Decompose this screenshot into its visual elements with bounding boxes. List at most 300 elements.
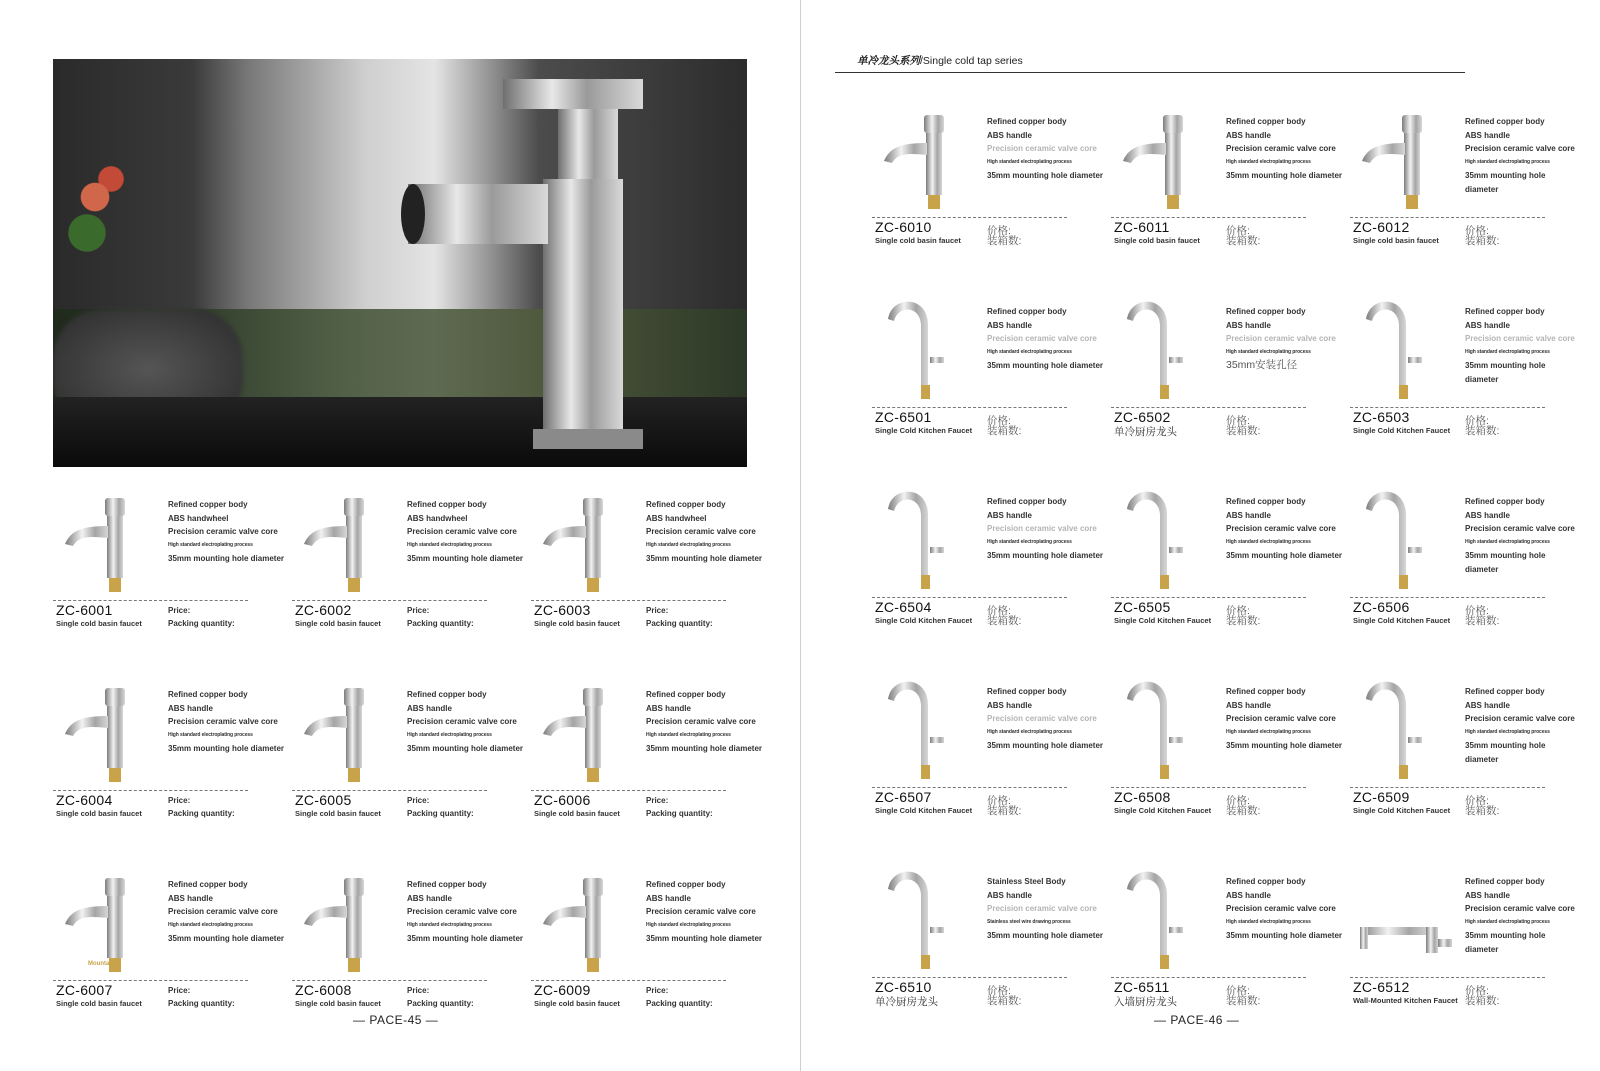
- feature-item: 35mm安装孔径: [1226, 359, 1298, 371]
- feature-item: Precision ceramic valve core: [646, 907, 756, 916]
- feature-item: Precision ceramic valve core: [646, 717, 756, 726]
- divider: [872, 217, 1067, 218]
- feature-item: ABS handle: [168, 703, 213, 713]
- feature-item: Precision ceramic valve core: [168, 907, 278, 916]
- product-name: Single cold basin faucet: [295, 999, 381, 1008]
- feature-item: High standard electroplating process: [1226, 728, 1311, 735]
- product-code: ZC-6009: [534, 982, 591, 998]
- feature-item: ABS handle: [987, 890, 1032, 900]
- packing-label: 装箱数:: [1465, 425, 1500, 437]
- feature-item: ABS handle: [1226, 130, 1271, 140]
- product-code: ZC-6508: [1114, 789, 1171, 805]
- feature-item: 35mm mounting hole diameter: [987, 931, 1104, 940]
- feature-item: Refined copper body: [646, 500, 726, 509]
- product-card-zc-6005: [292, 668, 527, 818]
- feature-item: ABS handwheel: [168, 513, 229, 523]
- feature-item: Refined copper body: [168, 690, 248, 699]
- faucet-icon: [1350, 855, 1460, 973]
- faucet-icon: [53, 478, 163, 596]
- product-card-zc-6504: [872, 475, 1107, 625]
- faucet-icon: [1111, 665, 1221, 783]
- price-label: Price:: [646, 986, 669, 995]
- divider: [53, 790, 248, 791]
- packing-label: 装箱数:: [1465, 805, 1500, 817]
- feature-item: High standard electroplating process: [987, 158, 1072, 165]
- feature-item: 35mm mounting hole diameter: [646, 554, 763, 563]
- feature-item: Precision ceramic valve core: [168, 527, 278, 536]
- feature-item: ABS handle: [1226, 320, 1271, 330]
- packing-label: Packing quantity:: [646, 619, 713, 628]
- faucet-icon: [292, 668, 402, 786]
- divider: [1111, 407, 1306, 408]
- faucet-icon: [353, 69, 653, 467]
- feature-item: ABS handle: [1465, 510, 1510, 520]
- product-code: ZC-6509: [1353, 789, 1410, 805]
- feature-item: ABS handle: [987, 130, 1032, 140]
- feature-list: [1465, 685, 1587, 766]
- product-name: Single cold basin faucet: [534, 619, 620, 628]
- feature-item: ABS handle: [1465, 130, 1510, 140]
- product-card-zc-6503: [1350, 285, 1585, 435]
- divider: [1111, 787, 1306, 788]
- product-code: ZC-6007: [56, 982, 113, 998]
- product-code: ZC-6502: [1114, 409, 1171, 425]
- feature-list: [646, 688, 768, 756]
- feature-item: ABS handle: [646, 703, 691, 713]
- faucet-icon: [1350, 665, 1460, 783]
- faucet-icon: [53, 858, 163, 976]
- feature-item: High standard electroplating process: [168, 731, 253, 738]
- feature-item: ABS handle: [168, 893, 213, 903]
- product-code: ZC-6511: [1114, 979, 1170, 995]
- feature-item: 35mm mounting hole diameter: [407, 744, 524, 753]
- feature-item: 35mm mounting hole diameter: [987, 551, 1104, 560]
- divider: [872, 407, 1067, 408]
- feature-item: Precision ceramic valve core: [1465, 904, 1575, 913]
- faucet-icon: [292, 478, 402, 596]
- feature-item: ABS handle: [1465, 700, 1510, 710]
- product-name: Single Cold Kitchen Faucet: [1114, 616, 1212, 625]
- feature-list: [168, 688, 290, 756]
- product-card-zc-6001: [53, 478, 288, 628]
- faucet-icon: [872, 665, 982, 783]
- feature-item: 35mm mounting hole diameter: [646, 934, 763, 943]
- feature-item: Refined copper body: [1226, 497, 1306, 506]
- product-name: Single Cold Kitchen Faucet: [1353, 806, 1451, 815]
- divider: [292, 980, 487, 981]
- divider: [1350, 977, 1545, 978]
- divider: [1111, 597, 1306, 598]
- product-card-zc-6510: [872, 855, 1107, 1008]
- feature-item: High standard electroplating process: [987, 538, 1072, 545]
- feature-list: [1226, 305, 1348, 373]
- product-name: 单冷厨房龙头: [1114, 426, 1177, 438]
- packing-label: 装箱数:: [987, 805, 1022, 817]
- feature-item: High standard electroplating process: [407, 541, 492, 548]
- feature-item: Refined copper body: [987, 497, 1067, 506]
- product-card-zc-6003: [531, 478, 766, 628]
- feature-item: High standard electroplating process: [1465, 348, 1550, 355]
- feature-list: [1465, 115, 1587, 196]
- product-card-zc-6505: [1111, 475, 1346, 625]
- feature-item: Refined copper body: [1465, 687, 1545, 696]
- feature-item: ABS handwheel: [646, 513, 707, 523]
- packing-label: Packing quantity:: [407, 619, 474, 628]
- feature-item: diameter: [1465, 184, 1499, 194]
- product-name: Wall-Mounted Kitchen Faucet: [1353, 996, 1458, 1005]
- feature-item: Refined copper body: [407, 500, 487, 509]
- feature-item: 35mm mounting hole diameter: [1226, 171, 1343, 180]
- packing-label: Packing quantity:: [168, 619, 235, 628]
- faucet-icon: [531, 858, 641, 976]
- product-card-zc-6501: [872, 285, 1107, 435]
- feature-item: Refined copper body: [1465, 307, 1545, 316]
- feature-item: Precision ceramic valve core: [1465, 524, 1575, 533]
- divider: [1350, 787, 1545, 788]
- feature-item: High standard electroplating process: [646, 921, 731, 928]
- feature-item: Refined copper body: [987, 307, 1067, 316]
- feature-item: Precision ceramic valve core: [1465, 714, 1575, 723]
- faucet-icon: [531, 478, 641, 596]
- feature-list: [407, 498, 529, 566]
- feature-item: Precision ceramic valve core: [987, 144, 1097, 153]
- product-name: 单冷厨房龙头: [875, 996, 938, 1008]
- feature-item: High standard electroplating process: [407, 731, 492, 738]
- price-label: 价格:: [1226, 795, 1250, 807]
- feature-item: 35mm mounting hole diameter: [1226, 931, 1343, 940]
- feature-item: High standard electroplating process: [1465, 538, 1550, 545]
- feature-item: 35mm mounting hole diameter: [987, 741, 1104, 750]
- faucet-icon: [872, 95, 982, 213]
- page-number: — PACE-45 —: [353, 1013, 439, 1027]
- price-label: Price:: [646, 796, 669, 805]
- divider: [292, 790, 487, 791]
- feature-item: Refined copper body: [1465, 497, 1545, 506]
- feature-list: [1226, 685, 1348, 753]
- packing-label: Packing quantity:: [407, 999, 474, 1008]
- product-code: ZC-6006: [534, 792, 591, 808]
- product-code: ZC-6501: [875, 409, 932, 425]
- price-label: Price:: [168, 986, 191, 995]
- product-code: ZC-6003: [534, 602, 591, 618]
- price-label: Price:: [168, 796, 191, 805]
- product-card-zc-6002: [292, 478, 527, 628]
- feature-list: [168, 498, 290, 566]
- feature-list: [407, 878, 529, 946]
- feature-item: Precision ceramic valve core: [987, 904, 1097, 913]
- price-label: Price:: [407, 796, 430, 805]
- faucet-icon: [53, 668, 163, 786]
- product-code: ZC-6004: [56, 792, 113, 808]
- divider: [1111, 217, 1306, 218]
- feature-list: [987, 115, 1109, 183]
- price-label: 价格:: [1226, 415, 1250, 427]
- product-code: ZC-6005: [295, 792, 352, 808]
- feature-item: Refined copper body: [1226, 877, 1306, 886]
- price-label: 价格:: [1465, 605, 1489, 617]
- feature-item: Refined copper body: [407, 880, 487, 889]
- price-label: 价格:: [987, 225, 1011, 237]
- feature-item: Precision ceramic valve core: [1226, 144, 1336, 153]
- feature-item: 35mm mounting hole: [1465, 741, 1546, 750]
- product-name: Single cold basin faucet: [875, 236, 961, 245]
- price-label: 价格:: [1465, 415, 1489, 427]
- feature-list: [987, 495, 1109, 563]
- product-name: Single Cold Kitchen Faucet: [1353, 616, 1451, 625]
- feature-item: ABS handle: [1226, 700, 1271, 710]
- product-card-zc-6011: [1111, 95, 1346, 245]
- feature-item: Refined copper body: [168, 500, 248, 509]
- feature-item: Stainless Steel Body: [987, 877, 1066, 886]
- product-name: Single Cold Kitchen Faucet: [1114, 806, 1212, 815]
- packing-label: 装箱数:: [1226, 995, 1261, 1007]
- faucet-icon: [872, 855, 982, 973]
- feature-item: High standard electroplating process: [1226, 348, 1311, 355]
- product-card-zc-6009: [531, 858, 766, 1008]
- feature-item: High standard electroplating process: [1465, 918, 1550, 925]
- product-name: Single Cold Kitchen Faucet: [875, 806, 973, 815]
- price-label: 价格:: [987, 415, 1011, 427]
- packing-label: 装箱数:: [987, 615, 1022, 627]
- product-code: ZC-6512: [1353, 979, 1410, 995]
- divider: [1350, 217, 1545, 218]
- faucet-icon: [531, 668, 641, 786]
- product-card-zc-6502: [1111, 285, 1346, 438]
- feature-item: diameter: [1465, 374, 1499, 384]
- product-code: ZC-6505: [1114, 599, 1171, 615]
- product-name: 入墙厨房龙头: [1114, 996, 1177, 1008]
- feature-list: [1465, 875, 1587, 956]
- packing-label: 装箱数:: [1465, 235, 1500, 247]
- feature-item: High standard electroplating process: [1226, 158, 1311, 165]
- feature-item: High standard electroplating process: [1465, 728, 1550, 735]
- product-card-zc-6508: [1111, 665, 1346, 815]
- feature-item: diameter: [1465, 564, 1499, 574]
- feature-item: Precision ceramic valve core: [646, 527, 756, 536]
- feature-list: [987, 305, 1109, 373]
- packing-label: Packing quantity:: [646, 809, 713, 818]
- product-name: Single Cold Kitchen Faucet: [1353, 426, 1451, 435]
- feature-item: Refined copper body: [407, 690, 487, 699]
- feature-item: ABS handle: [987, 700, 1032, 710]
- divider: [53, 980, 248, 981]
- faucet-icon: [1111, 285, 1221, 403]
- feature-item: High standard electroplating process: [987, 348, 1072, 355]
- feature-item: Refined copper body: [1465, 117, 1545, 126]
- packing-label: 装箱数:: [987, 425, 1022, 437]
- feature-item: High standard electroplating process: [646, 731, 731, 738]
- feature-item: 35mm mounting hole: [1465, 931, 1546, 940]
- price-label: Price:: [407, 986, 430, 995]
- product-name: Single cold basin faucet: [534, 809, 620, 818]
- feature-item: ABS handle: [987, 510, 1032, 520]
- feature-item: High standard electroplating process: [1226, 538, 1311, 545]
- feature-list: [646, 498, 768, 566]
- product-code: ZC-6012: [1353, 219, 1410, 235]
- price-label: 价格:: [1465, 985, 1489, 997]
- product-card-zc-6004: [53, 668, 288, 818]
- product-name: Single cold basin faucet: [534, 999, 620, 1008]
- feature-item: Precision ceramic valve core: [1226, 334, 1336, 343]
- feature-item: diameter: [1465, 944, 1499, 954]
- feature-item: 35mm mounting hole diameter: [987, 361, 1104, 370]
- divider: [531, 600, 726, 601]
- feature-item: ABS handle: [1226, 510, 1271, 520]
- feature-item: Refined copper body: [987, 117, 1067, 126]
- product-code: ZC-6002: [295, 602, 352, 618]
- section-title: 单冷龙头系列/Single cold tap series: [857, 55, 1023, 67]
- feature-item: Refined copper body: [646, 690, 726, 699]
- product-name: Single cold basin faucet: [295, 619, 381, 628]
- divider: [872, 597, 1067, 598]
- feature-item: Precision ceramic valve core: [1226, 714, 1336, 723]
- feature-item: 35mm mounting hole diameter: [1226, 741, 1343, 750]
- product-card-zc-6509: [1350, 665, 1585, 815]
- packing-label: 装箱数:: [987, 235, 1022, 247]
- divider: [531, 790, 726, 791]
- divider: [531, 980, 726, 981]
- feature-item: 35mm mounting hole diameter: [168, 744, 285, 753]
- feature-item: ABS handle: [1465, 890, 1510, 900]
- product-card-zc-6012: [1350, 95, 1585, 245]
- faucet-icon: [1111, 475, 1221, 593]
- feature-item: High standard electroplating process: [646, 541, 731, 548]
- price-label: 价格:: [987, 985, 1011, 997]
- feature-item: ABS handle: [407, 703, 452, 713]
- packing-label: 装箱数:: [987, 995, 1022, 1007]
- product-name: Single Cold Kitchen Faucet: [875, 426, 973, 435]
- feature-item: Precision ceramic valve core: [1226, 524, 1336, 533]
- page-number: — PACE-46 —: [1154, 1013, 1240, 1027]
- feature-item: Refined copper body: [1226, 117, 1306, 126]
- product-card-zc-6007: [53, 858, 288, 1008]
- feature-item: Refined copper body: [1226, 687, 1306, 696]
- price-label: 价格:: [1226, 985, 1250, 997]
- product-code: ZC-6510: [875, 979, 932, 995]
- feature-item: ABS handle: [987, 320, 1032, 330]
- feature-item: Precision ceramic valve core: [407, 717, 517, 726]
- price-label: 价格:: [1465, 795, 1489, 807]
- feature-item: Precision ceramic valve core: [1465, 334, 1575, 343]
- packing-label: 装箱数:: [1465, 995, 1500, 1007]
- price-label: Price:: [407, 606, 430, 615]
- packing-label: 装箱数:: [1226, 615, 1261, 627]
- price-label: 价格:: [987, 795, 1011, 807]
- product-name: Single cold basin faucet: [1353, 236, 1439, 245]
- product-name: Single cold basin faucet: [1114, 236, 1200, 245]
- product-card-zc-6008: [292, 858, 527, 1008]
- feature-item: ABS handle: [407, 893, 452, 903]
- feature-item: Precision ceramic valve core: [407, 527, 517, 536]
- product-card-zc-6507: [872, 665, 1107, 815]
- product-code: ZC-6001: [56, 602, 113, 618]
- price-label: 价格:: [1465, 225, 1489, 237]
- feature-item: 35mm mounting hole diameter: [407, 934, 524, 943]
- feature-list: [1465, 495, 1587, 576]
- price-label: 价格:: [1226, 605, 1250, 617]
- feature-item: Refined copper body: [987, 687, 1067, 696]
- product-code: ZC-6504: [875, 599, 932, 615]
- feature-item: High standard electroplating process: [407, 921, 492, 928]
- section-rule: [835, 72, 1465, 73]
- product-card-zc-6512: [1350, 855, 1585, 1005]
- feature-list: [1226, 875, 1348, 943]
- product-name: Single cold basin faucet: [56, 809, 142, 818]
- divider: [872, 787, 1067, 788]
- feature-list: [407, 688, 529, 756]
- feature-item: Precision ceramic valve core: [1465, 144, 1575, 153]
- feature-item: Refined copper body: [168, 880, 248, 889]
- product-card-zc-6506: [1350, 475, 1585, 625]
- feature-list: [1226, 115, 1348, 183]
- faucet-icon: [1350, 95, 1460, 213]
- feature-item: 35mm mounting hole diameter: [168, 934, 285, 943]
- product-card-zc-6511: [1111, 855, 1346, 1008]
- product-name: Single cold basin faucet: [295, 809, 381, 818]
- divider: [1350, 597, 1545, 598]
- feature-item: Precision ceramic valve core: [1226, 904, 1336, 913]
- faucet-icon: [872, 285, 982, 403]
- feature-item: 35mm mounting hole diameter: [168, 554, 285, 563]
- packing-label: Packing quantity:: [646, 999, 713, 1008]
- packing-label: 装箱数:: [1226, 235, 1261, 247]
- feature-item: ABS handle: [646, 893, 691, 903]
- packing-label: 装箱数:: [1465, 615, 1500, 627]
- faucet-icon: [1350, 285, 1460, 403]
- product-code: ZC-6008: [295, 982, 352, 998]
- faucet-icon: [1350, 475, 1460, 593]
- feature-item: 35mm mounting hole: [1465, 551, 1546, 560]
- feature-item: Precision ceramic valve core: [987, 714, 1097, 723]
- faucet-icon: [1111, 855, 1221, 973]
- feature-item: 35mm mounting hole diameter: [987, 171, 1104, 180]
- product-code: ZC-6506: [1353, 599, 1410, 615]
- feature-item: ABS handle: [1465, 320, 1510, 330]
- hero-faucet-photo: [53, 59, 747, 467]
- feature-item: Precision ceramic valve core: [987, 524, 1097, 533]
- feature-item: 35mm mounting hole diameter: [1226, 551, 1343, 560]
- feature-item: ABS handle: [1226, 890, 1271, 900]
- feature-item: High standard electroplating process: [168, 541, 253, 548]
- product-name: Single cold basin faucet: [56, 619, 142, 628]
- image-caption: Mountain: [88, 961, 115, 967]
- price-label: 价格:: [987, 605, 1011, 617]
- divider: [292, 600, 487, 601]
- divider: [872, 977, 1067, 978]
- product-code: ZC-6011: [1114, 219, 1170, 235]
- product-name: Single Cold Kitchen Faucet: [875, 616, 973, 625]
- feature-item: Precision ceramic valve core: [987, 334, 1097, 343]
- product-name: Single cold basin faucet: [56, 999, 142, 1008]
- price-label: Price:: [168, 606, 191, 615]
- feature-item: High standard electroplating process: [1465, 158, 1550, 165]
- feature-item: 35mm mounting hole diameter: [407, 554, 524, 563]
- packing-label: Packing quantity:: [168, 999, 235, 1008]
- divider: [53, 600, 248, 601]
- packing-label: Packing quantity:: [168, 809, 235, 818]
- faucet-icon: [292, 858, 402, 976]
- packing-label: 装箱数:: [1226, 425, 1261, 437]
- product-code: ZC-6010: [875, 219, 932, 235]
- feature-item: 35mm mounting hole: [1465, 361, 1546, 370]
- feature-list: [646, 878, 768, 946]
- faucet-icon: [1111, 95, 1221, 213]
- price-label: Price:: [646, 606, 669, 615]
- feature-list: [168, 878, 290, 946]
- feature-item: Stainless steel wire drawing process: [987, 918, 1071, 925]
- feature-list: [987, 685, 1109, 753]
- faucet-icon: [872, 475, 982, 593]
